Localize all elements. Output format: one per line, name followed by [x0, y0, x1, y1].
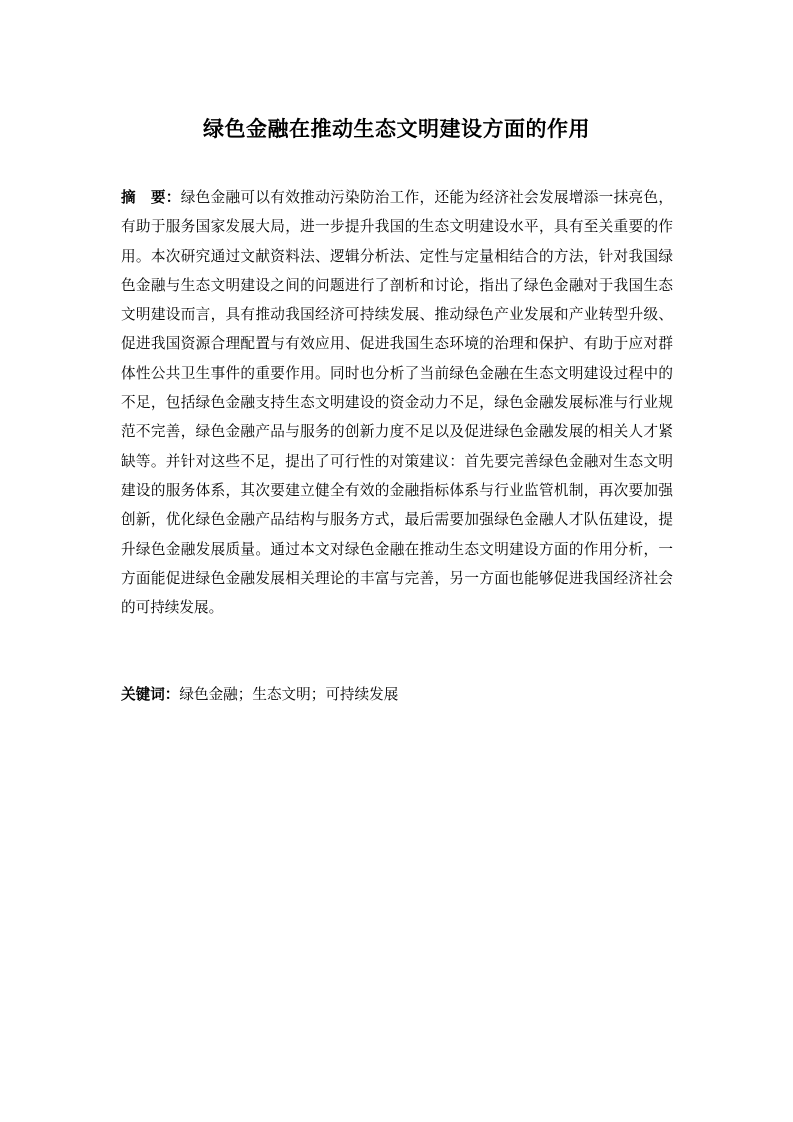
- keywords-text: 绿色金融；生态文明；可持续发展: [179, 686, 399, 703]
- document-title: 绿色金融在推动生态文明建设方面的作用: [203, 117, 590, 142]
- abstract-label: 摘 要：: [121, 189, 181, 206]
- abstract-paragraph: [121, 183, 673, 622]
- keywords-label: 关键词：: [121, 686, 180, 703]
- abstract-text: 绿色金融可以有效推动污染防治工作，还能为经济社会发展增添一抹亮色，有助于服务国家发展大局，进一步提升我国的生态文明建设水平，具有至关重要的作用。本次研究通过文献资料法、逻辑分析法、定性与定量相结合的方法，针对我国绿色金融与生态文明建设之间的问题进行了剖析和讨论，指出了绿色金融对于我国生态文明建设而言，具有推动我国经济可持续发展、推动绿色产业发展和产业转型升级、促进我国资源合理配置与有效应用、促进我国生态环境的治理和保护、有助于应对群体性公共卫生事件的重要作用。同时也分析了当前绿色金融在生态文明建设过程中的不足，包括绿色金融支持生态文明建设的资金动力不足，绿色金融发展标准与行业规范不完善，绿色金融产品与服务的创新力度不足以及促进绿色金融发展的相关人才紧缺等。并针对这些不足，提出了可行性的对策建议：首先要完善绿色金融对生态文明建设的服务体系，其次要建立健全有效的金融指标体系与行业监管机制，再次要加强创新，优化绿色金融产品结构与服务方式，最后需要加强绿色金融人才队伍建设，提升绿色金融发展质量。通过本文对绿色金融在推动生态文明建设方面的作用分析，一方面能促进绿色金融发展相关理论的丰富与完善，另一方面也能够促进我国经济社会的可持续发展。: [121, 189, 673, 617]
- keywords-line: [121, 680, 673, 709]
